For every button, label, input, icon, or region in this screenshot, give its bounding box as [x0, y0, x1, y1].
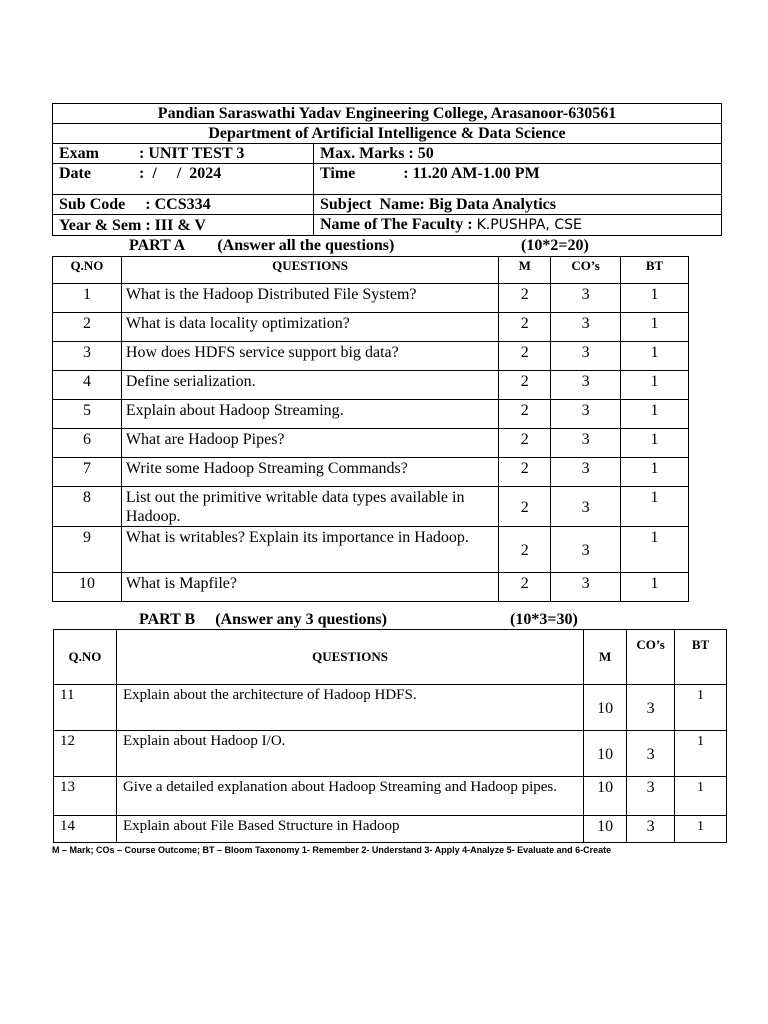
question-co: 3: [551, 284, 621, 313]
question-marks: 10: [584, 685, 627, 731]
col-cos: CO’s: [627, 630, 675, 685]
question-text: List out the primitive writable data types available in Hadoop.: [121, 487, 498, 527]
question-number: 5: [53, 400, 122, 429]
question-text: What is the Hadoop Distributed File System?: [121, 284, 498, 313]
part-a-marks: (10*2=20): [521, 237, 589, 254]
table-row: [54, 685, 727, 731]
question-marks: 2: [499, 371, 551, 400]
question-bt: 1: [621, 527, 689, 573]
table-row: [53, 371, 689, 400]
part-b-instruction: (Answer any 3 questions): [215, 611, 387, 628]
part-a-table: [52, 256, 689, 602]
question-marks: 2: [499, 400, 551, 429]
question-text: What is data locality optimization?: [121, 313, 498, 342]
question-bt: 1: [621, 429, 689, 458]
question-text: Write some Hadoop Streaming Commands?: [121, 458, 498, 487]
year-semester: Year & Sem : III & V: [53, 215, 314, 236]
question-bt: 1: [621, 573, 689, 602]
col-qno: Q.NO: [53, 257, 122, 284]
table-row: [53, 342, 689, 371]
question-number: 11: [54, 685, 117, 731]
table-row: [54, 777, 727, 816]
question-marks: 2: [499, 458, 551, 487]
exam-date: Date : / / 2024: [53, 164, 314, 195]
question-marks: 10: [584, 816, 627, 843]
subject-code: Sub Code : CCS334: [53, 195, 314, 215]
table-row: [54, 731, 727, 777]
question-bt: 1: [675, 777, 727, 816]
question-text: Define serialization.: [121, 371, 498, 400]
question-number: 1: [53, 284, 122, 313]
table-row: [53, 487, 689, 527]
question-number: 14: [54, 816, 117, 843]
question-number: 6: [53, 429, 122, 458]
part-b-title: PART B: [139, 611, 196, 628]
question-bt: 1: [621, 400, 689, 429]
col-questions: QUESTIONS: [116, 630, 583, 685]
question-text: Explain about Hadoop Streaming.: [121, 400, 498, 429]
col-cos: CO’s: [551, 257, 621, 284]
col-questions: QUESTIONS: [121, 257, 498, 284]
part-a-heading: [129, 237, 394, 255]
part-a-header-row: [53, 257, 689, 284]
question-number: 2: [53, 313, 122, 342]
faculty-name: K.PUSHPA, CSE: [476, 217, 582, 233]
table-row: [53, 458, 689, 487]
faculty-cell: [314, 215, 722, 236]
question-co: 3: [551, 429, 621, 458]
part-b-table: [53, 629, 727, 843]
question-number: 12: [54, 731, 117, 777]
question-number: 10: [53, 573, 122, 602]
subject-name: Subject Name: Big Data Analytics: [314, 195, 722, 215]
question-number: 7: [53, 458, 122, 487]
question-marks: 10: [584, 777, 627, 816]
col-marks: M: [584, 630, 627, 685]
question-bt: 1: [621, 458, 689, 487]
exam-name: Exam : UNIT TEST 3: [53, 144, 314, 164]
question-co: 3: [627, 685, 675, 731]
question-co: 3: [551, 573, 621, 602]
question-marks: 2: [499, 487, 551, 527]
question-co: 3: [551, 313, 621, 342]
question-bt: 1: [621, 284, 689, 313]
question-marks: 2: [499, 313, 551, 342]
question-co: 3: [551, 487, 621, 527]
question-number: 13: [54, 777, 117, 816]
footnote-legend: M – Mark; COs – Course Outcome; BT – Bloom Taxonomy 1- Remember 2- Understand 3- Apply 4-Analyze 5- Evaluate and 6-Create: [52, 845, 612, 855]
table-row: [53, 313, 689, 342]
question-bt: 1: [621, 342, 689, 371]
question-marks: 2: [499, 527, 551, 573]
question-co: 3: [627, 816, 675, 843]
question-bt: 1: [675, 685, 727, 731]
question-text: Explain about the architecture of Hadoop HDFS.: [116, 685, 583, 731]
question-co: 3: [627, 777, 675, 816]
part-a-title: PART A: [129, 237, 185, 254]
max-marks: Max. Marks : 50: [314, 144, 722, 164]
table-row: [53, 400, 689, 429]
question-bt: 1: [621, 371, 689, 400]
part-b-header-row: [54, 630, 727, 685]
question-bt: 1: [675, 816, 727, 843]
question-marks: 10: [584, 731, 627, 777]
col-bt: BT: [621, 257, 689, 284]
part-b-heading: [139, 611, 387, 629]
part-a-instruction: (Answer all the questions): [217, 237, 395, 254]
question-bt: 1: [621, 487, 689, 527]
question-text: Explain about File Based Structure in Hadoop: [116, 816, 583, 843]
col-qno: Q.NO: [54, 630, 117, 685]
question-co: 3: [551, 371, 621, 400]
question-marks: 2: [499, 429, 551, 458]
question-bt: 1: [621, 313, 689, 342]
question-marks: 2: [499, 342, 551, 371]
question-text: What are Hadoop Pipes?: [121, 429, 498, 458]
question-number: 8: [53, 487, 122, 527]
exam-time: Time : 11.20 AM-1.00 PM: [314, 164, 722, 195]
question-co: 3: [551, 527, 621, 573]
faculty-label: Name of The Faculty :: [320, 216, 477, 233]
question-bt: 1: [675, 731, 727, 777]
question-text: How does HDFS service support big data?: [121, 342, 498, 371]
question-text: Give a detailed explanation about Hadoop Streaming and Hadoop pipes.: [116, 777, 583, 816]
table-row: [53, 573, 689, 602]
question-text: What is Mapfile?: [121, 573, 498, 602]
question-co: 3: [551, 400, 621, 429]
part-b-marks: (10*3=30): [510, 611, 578, 628]
table-row: [53, 429, 689, 458]
college-name: Pandian Saraswathi Yadav Engineering College, Arasanoor-630561: [53, 104, 722, 124]
question-text: Explain about Hadoop I/O.: [116, 731, 583, 777]
question-number: 4: [53, 371, 122, 400]
question-number: 9: [53, 527, 122, 573]
question-text: What is writables? Explain its importance in Hadoop.: [121, 527, 498, 573]
table-row: [54, 816, 727, 843]
department-name: Department of Artificial Intelligence & Data Science: [53, 124, 722, 144]
question-co: 3: [551, 342, 621, 371]
question-marks: 2: [499, 284, 551, 313]
col-bt: BT: [675, 630, 727, 685]
question-co: 3: [551, 458, 621, 487]
question-co: 3: [627, 731, 675, 777]
question-marks: 2: [499, 573, 551, 602]
col-marks: M: [499, 257, 551, 284]
question-number: 3: [53, 342, 122, 371]
table-row: [53, 527, 689, 573]
exam-header-table: [52, 103, 722, 236]
table-row: [53, 284, 689, 313]
